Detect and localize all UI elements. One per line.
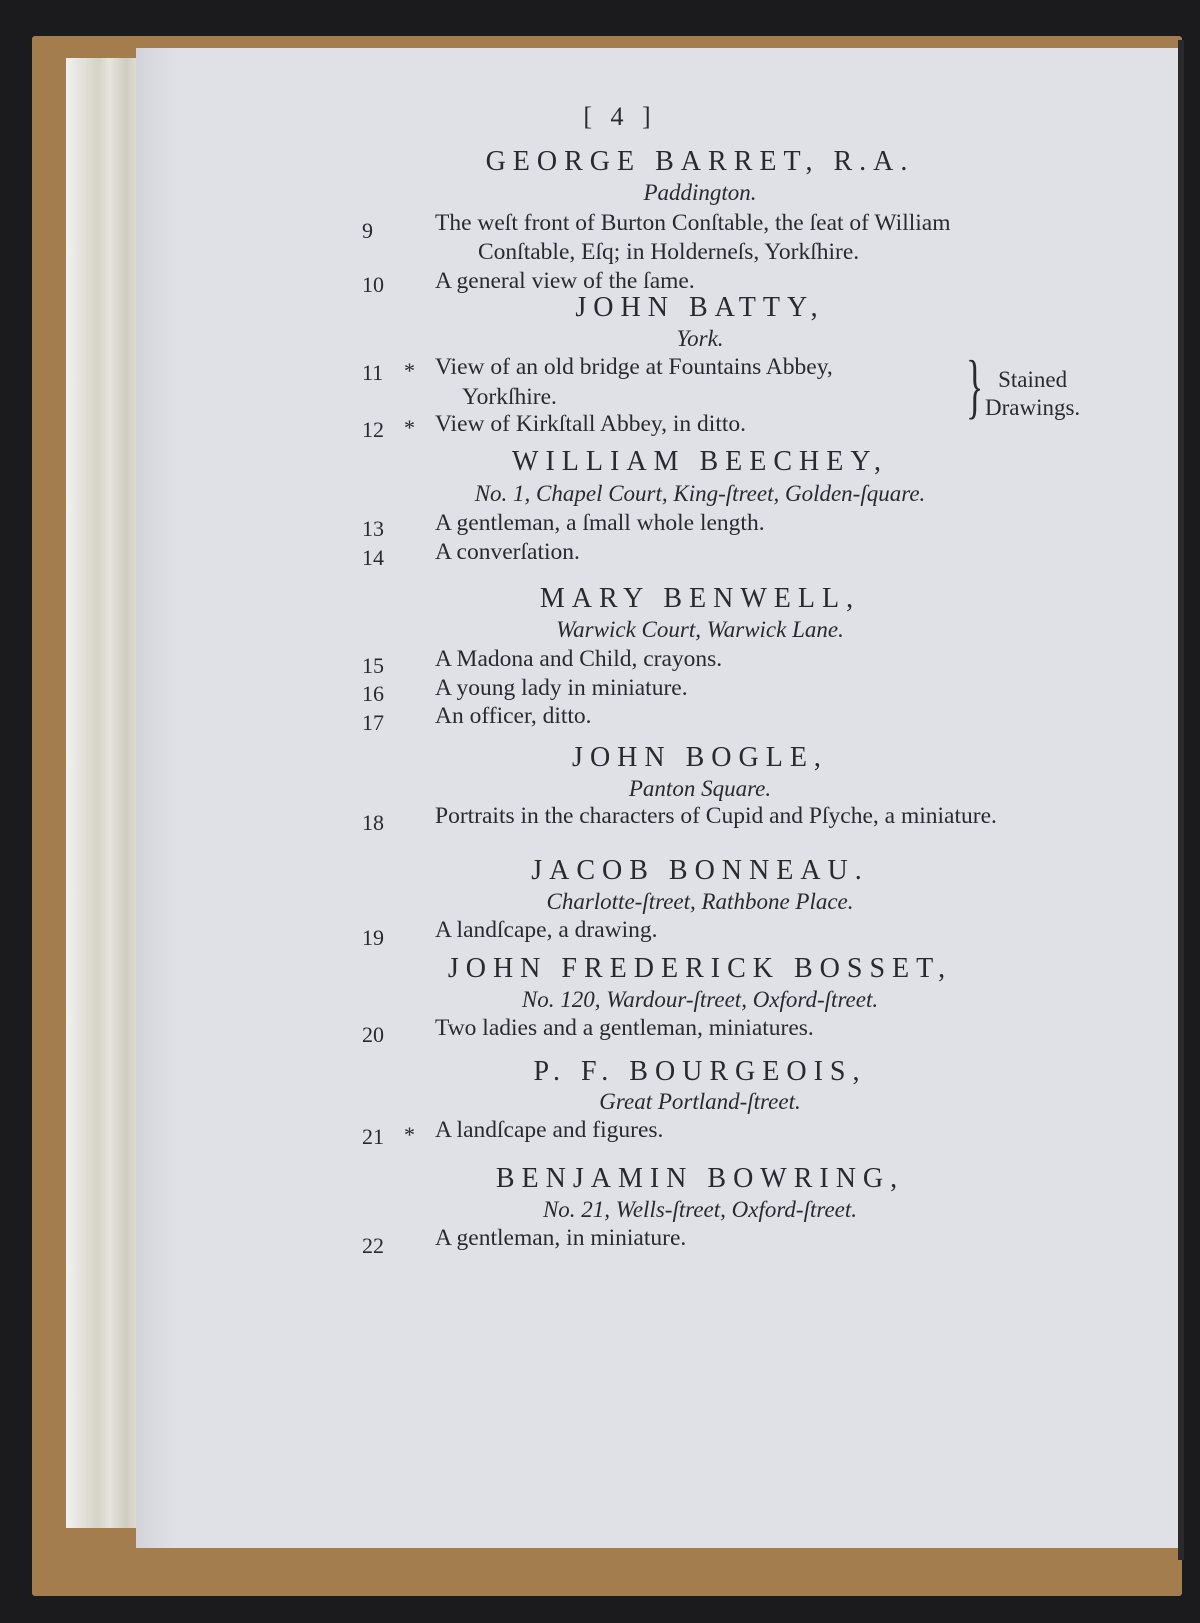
item-number: 13	[362, 516, 384, 541]
item-title: Two ladies and a gentleman, miniatures.	[435, 1015, 814, 1041]
side-note-line: Stained	[998, 367, 1068, 392]
item-number: 12	[362, 417, 384, 442]
item-number: 21	[362, 1124, 384, 1149]
item-number: 14	[362, 545, 384, 570]
artist-heading: MARY BENWELL,	[539, 583, 861, 614]
asterisk-mark: *	[404, 358, 415, 383]
artist-address: No. 21, Wells-ſtreet, Oxford-ſtreet.	[542, 1197, 858, 1222]
item-title: A gentleman, a ſmall whole length.	[435, 510, 765, 536]
item-number: 18	[362, 810, 384, 835]
item-title: View of an old bridge at Fountains Abbey,	[435, 354, 833, 380]
artist-heading: JOHN BATTY,	[575, 292, 825, 323]
artist-address: Warwick Court, Warwick Lane.	[556, 617, 844, 642]
item-title: A general view of the ſame.	[435, 268, 695, 294]
side-note	[985, 366, 1080, 422]
artist-heading: WILLIAM BEECHEY,	[512, 446, 888, 477]
artist-heading: JACOB BONNEAU.	[531, 855, 869, 886]
item-title: Portraits in the characters of Cupid and Pſyche, a miniature.	[435, 803, 997, 829]
item-title: A landſcape, a drawing.	[435, 917, 658, 943]
artist-heading: JOHN FREDERICK BOSSET,	[447, 953, 953, 984]
artist-heading: JOHN BOGLE,	[572, 742, 828, 773]
item-title: An officer, ditto.	[435, 703, 592, 729]
item-number: 11	[362, 360, 384, 385]
artist-address: Charlotte-ſtreet, Rathbone Place.	[546, 889, 854, 914]
artist-heading: BENJAMIN BOWRING,	[495, 1163, 905, 1194]
item-number: 22	[362, 1233, 384, 1258]
artist-heading: P. F. BOURGEOIS,	[533, 1056, 867, 1087]
artist-address: Great Portland-ſtreet.	[599, 1089, 801, 1114]
artist-address: Paddington.	[643, 180, 757, 205]
item-number: 9	[362, 218, 373, 243]
item-title-continued: Conſtable, Eſq; in Holderneſs, Yorkſhire.	[478, 239, 860, 265]
item-number: 17	[362, 710, 384, 735]
item-title: View of Kirkſtall Abbey, in ditto.	[435, 411, 747, 437]
item-title: A landſcape and figures.	[435, 1117, 664, 1143]
item-number: 19	[362, 925, 384, 950]
item-number: 16	[362, 681, 384, 706]
brace-symbol: }	[966, 346, 984, 426]
item-title-continued: Yorkſhire.	[462, 384, 557, 410]
artist-address: Panton Square.	[628, 776, 772, 801]
artist-address: No. 1, Chapel Court, King-ſtreet, Golden-ſquare.	[474, 481, 926, 506]
item-title: A gentleman, in miniature.	[435, 1225, 687, 1251]
artist-address: York.	[676, 326, 724, 351]
item-title: A Madona and Child, crayons.	[435, 646, 723, 672]
page-number: [ 4 ]	[583, 102, 657, 131]
artist-address: No. 120, Wardour-ſtreet, Oxford-ſtreet.	[521, 987, 879, 1012]
item-number: 10	[362, 272, 384, 297]
item-title: The weſt front of Burton Conſtable, the ſeat of William	[435, 210, 951, 236]
asterisk-mark: *	[404, 1122, 415, 1147]
item-title: A converſation.	[435, 539, 580, 565]
item-number: 15	[362, 653, 384, 678]
artist-heading: GEORGE BARRET, R.A.	[485, 146, 915, 177]
item-number: 20	[362, 1022, 384, 1047]
asterisk-mark: *	[404, 415, 415, 440]
item-title: A young lady in miniature.	[435, 675, 688, 701]
side-note-line: Drawings.	[985, 395, 1081, 420]
